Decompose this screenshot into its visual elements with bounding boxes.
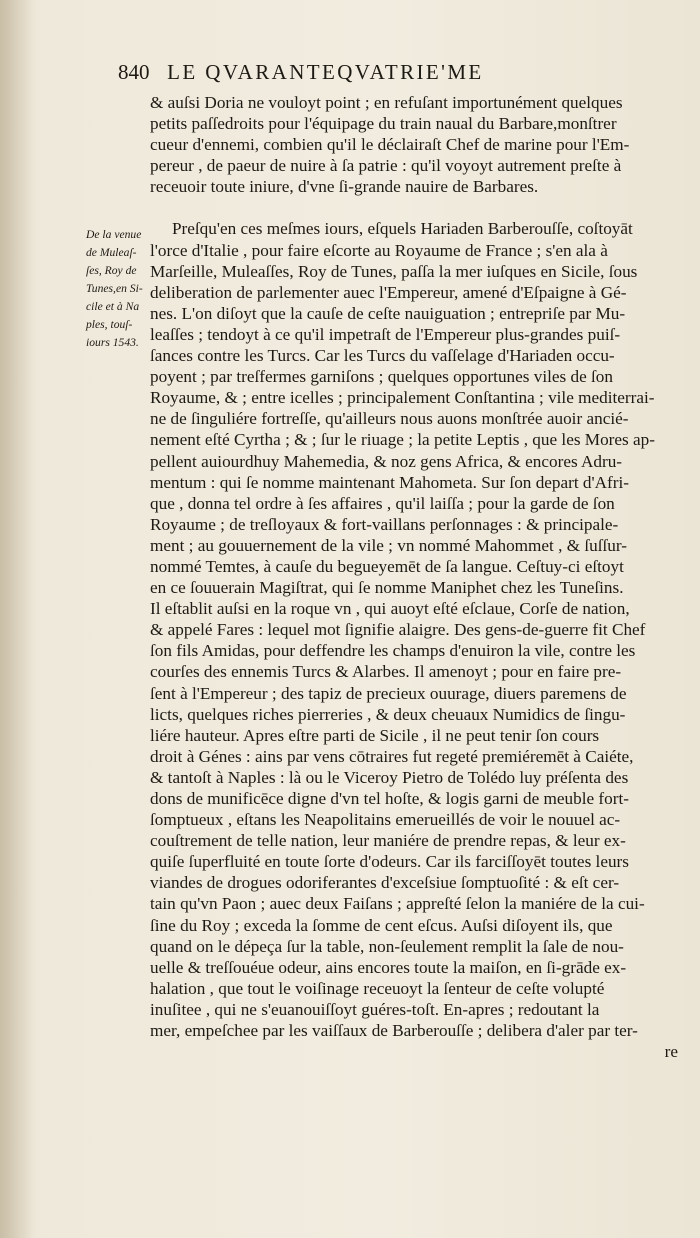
- marginal-note-line: cile et à Na: [86, 300, 140, 313]
- text-line: nommé Temtes, à cauſe du begueyemēt de ſa langue. Ceſtuy-ci eſtoyt: [150, 556, 624, 576]
- text-line: petits paſſedroits pour l'équipage du train naual du Barbare,monſtrer: [150, 114, 617, 134]
- text-line: viandes de drogues odoriferantes d'exceſsiue ſomptuoſité : & eſt cer-: [150, 873, 620, 893]
- text-line: cueur d'ennemi, combien qu'il le déclairaſt Chef de marine pour l'Em-: [150, 135, 630, 155]
- text-line: Il eſtablit auſsi en la roque vn , qui auoyt eſté eſclaue, Corſe de nation,: [150, 599, 630, 619]
- text-line: quand on le dépeça ſur la table, non-ſeulement remplit la ſale de nou-: [150, 936, 624, 956]
- text-line: Royaume, & ; entre icelles ; principalement Conſtantina ; vile mediterrai-: [150, 388, 655, 408]
- text-line: pellent auiourdhuy Mahemedia, & noz gens Africa, & encores Adru-: [150, 451, 623, 471]
- marginal-note-line: ſes, Roy de: [86, 264, 137, 277]
- text-line: ſon fils Amidas, pour deffendre les champs d'enuiron la vile, contre les: [150, 641, 636, 661]
- text-line: courſes des ennemis Turcs & Alarbes. Il amenoyt ; pour en faire pre-: [150, 662, 622, 682]
- text-line: nes. L'on diſoyt que la cauſe de ceſte nauiguation ; entrepriſe par Mu-: [150, 303, 626, 323]
- marginal-note-line: ples, touſ-: [86, 318, 133, 331]
- text-line: liére hauteur. Apres eſtre parti de Sicile , il ne peut tenir ſon cours: [150, 725, 600, 745]
- paragraph-first-line: Preſqu'en ces meſmes iours, eſquels Hariaden Barberouſſe, coſtoyāt: [172, 219, 633, 239]
- text-line: tain qu'vn Paon ; auec deux Faiſans ; appreſté ſelon la maniére de la cui-: [150, 894, 645, 914]
- marginal-note-line: Tunes,en Si-: [86, 282, 143, 295]
- text-line: ſent à l'Empereur ; des tapiz de precieux ouurage, diuers paremens de: [150, 683, 627, 703]
- text-line: en ce ſouuerain Magiſtrat, qui ſe nomme Maniphet chez les Tuneſins.: [150, 578, 624, 598]
- text-line: droit à Génes : ains par vens cōtraires fut regeté premiéremēt à Caiéte,: [150, 746, 634, 766]
- text-line: uelle & treſſouéue odeur, ains encores toute la maiſon, en ſi-grāde ex-: [150, 957, 627, 977]
- text-line: mer, empeſchee par les vaiſſaux de Barberouſſe ; delibera d'aler par ter-: [150, 1021, 638, 1041]
- text-line: mentum : qui ſe nomme maintenant Mahometa. Sur ſon depart d'Afri-: [150, 472, 629, 492]
- marginal-note-line: De la venue: [86, 228, 142, 241]
- marginal-note: [86, 226, 150, 352]
- text-line: que , donna tel ordre à ſes affaires , qu'il laiſſa ; pour la garde de ſon: [150, 493, 615, 513]
- text-line: dons de munificēce digne d'vn tel hoſte, & logis garni de meuble fort-: [150, 789, 629, 808]
- text-line: Royaume ; de treſloyaux & fort-vaillans perſonnages : & principale-: [150, 514, 619, 534]
- text-line: couſtrement de telle nation, leur maniére de prendre repas, & leur ex-: [150, 831, 626, 851]
- text-line: deliberation de parlementer auec l'Empereur, amené d'Eſpaigne à Gé-: [150, 282, 627, 302]
- marginal-note-line: iours 1543.: [86, 336, 139, 349]
- page-number: 840: [118, 60, 150, 84]
- text-line: ſances contre les Turcs. Car les Turcs du vaſſelage d'Hariaden occu-: [150, 346, 615, 366]
- text-line: licts, quelques riches pierreries , & deux cheuaux Numidics de ſingu-: [150, 704, 626, 724]
- catchword: re: [664, 1042, 678, 1062]
- text-line: receuoir toute iniure, d'vne ſi-grande nauire de Barbares.: [150, 177, 539, 197]
- running-header: [118, 60, 683, 85]
- text-line: & appelé Fares : lequel mot ſignifie alaigre. Des gens-de-guerre fit Chef: [150, 620, 646, 640]
- body-text: [150, 92, 678, 1062]
- running-title: LE QVARANTEQVATRIE'ME: [167, 60, 484, 84]
- text-line: ne de ſinguliére fortreſſe, qu'ailleurs nous auons monſtrée auoir ancié-: [150, 409, 629, 429]
- text-line: l'orce d'Italie , pour faire eſcorte au Royaume de France ; s'en ala à: [150, 240, 608, 260]
- text-line: halation , que tout le voiſinage receuoyt la ſenteur de ceſte volupté: [150, 978, 605, 998]
- text-line: poyent ; par treſfermes garniſons ; quelques opportunes viles de ſon: [150, 367, 613, 387]
- text-line: & tantoſt à Naples : là ou le Viceroy Pietro de Tolédo luy préſenta des: [150, 767, 629, 787]
- text-line: ſomptueux , eſtans les Neapolitains emerueillés de voir le nouuel ac-: [150, 810, 621, 830]
- text-line: pereur , de paeur de nuire à ſa patrie : qu'il voyoyt autrement preſte à: [150, 156, 622, 176]
- text-line: & auſsi Doria ne vouloyt point ; en refuſant importunément quelques: [150, 93, 623, 112]
- text-line: Marſeille, Muleaſſes, Roy de Tunes, paſſa la mer iuſques en Sicile, ſous: [150, 261, 638, 281]
- text-line: ment ; au gouuernement de la vile ; vn nommé Mahommet , & ſuſſur-: [150, 535, 627, 555]
- binding-shadow: [0, 0, 34, 1238]
- text-line: inuſitee , qui ne s'euanouiſſoyt guéres-toſt. En-apres ; redoutant la: [150, 999, 600, 1019]
- text-line: leaſſes ; tendoyt à ce qu'il impetraſt de l'Empereur plus-grandes puiſ-: [150, 324, 621, 344]
- text-line: quiſe ſuperfluité en toute ſorte d'odeurs. Car ils farciſſoyēt toutes leurs: [150, 852, 629, 872]
- text-line: ſine du Roy ; exceda la ſomme de cent eſcus. Auſsi diſoyent ils, que: [150, 915, 613, 935]
- text-line: nement eſté Cyrtha ; & ; ſur le riuage ; la petite Leptis , que les Mores ap-: [150, 430, 655, 450]
- marginal-note-line: de Muleaſ-: [86, 246, 137, 259]
